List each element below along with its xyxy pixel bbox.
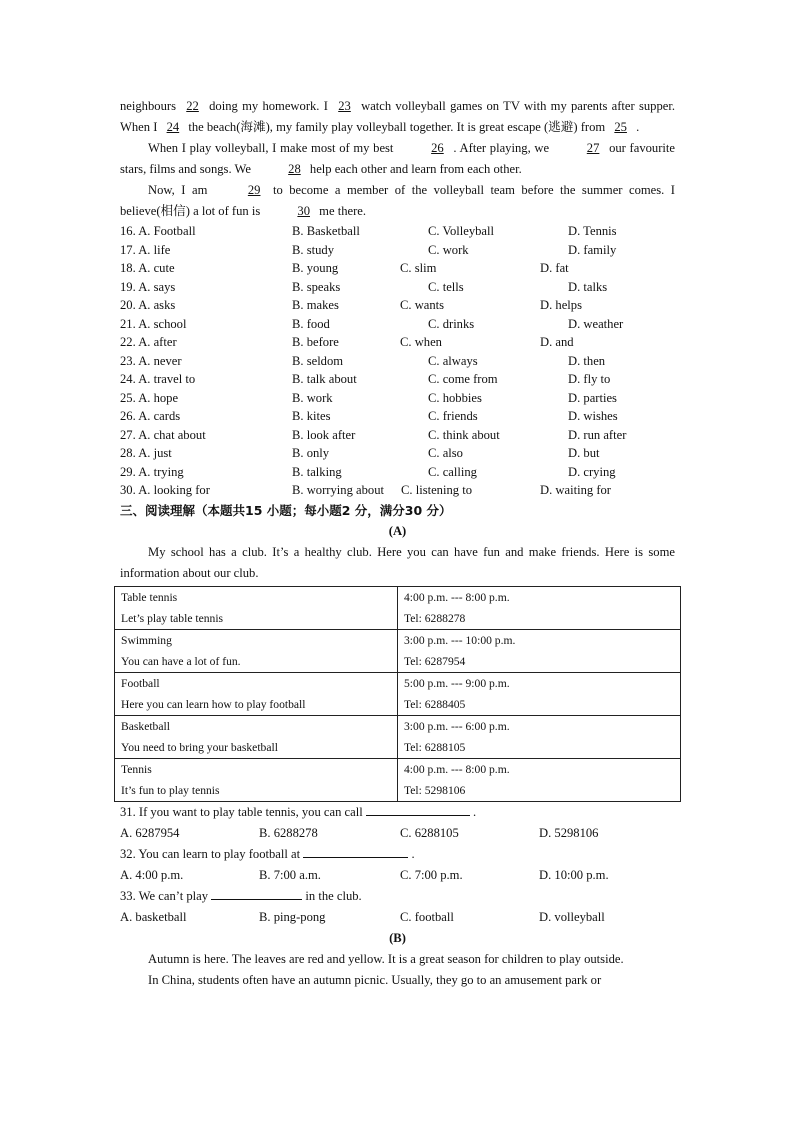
- club-table: [114, 586, 681, 802]
- option-b: B. only: [292, 446, 330, 460]
- option-c: C. slim: [400, 261, 437, 275]
- option-a: 21. A. school: [120, 316, 187, 331]
- option-b: B. kites: [292, 409, 331, 423]
- option-b: B. Basketball: [292, 224, 360, 238]
- passage-b-paragraph-1: Autumn is here. The leaves are red and yellow. It is a great season for children to play outside.: [148, 951, 624, 966]
- club-activity-cell: [115, 672, 398, 715]
- option-a: 20. A. asks: [120, 298, 176, 312]
- question-option-c: C. 7:00 p.m.: [400, 867, 463, 882]
- option-a: 23. A. never: [120, 353, 182, 368]
- option-a: 29. A. trying: [120, 464, 184, 479]
- question-end: .: [411, 846, 415, 861]
- option-c: C. tells: [428, 279, 464, 294]
- worksheet-page: [120, 96, 675, 991]
- question-option-a: A. 6287954: [120, 825, 180, 840]
- option-c: C. hobbies: [428, 390, 482, 405]
- option-b: B. speaks: [292, 279, 341, 294]
- option-a: 18. A. cute: [120, 261, 175, 275]
- option-row: [120, 426, 675, 445]
- option-d: D. Tennis: [568, 224, 617, 238]
- question-options: [120, 823, 675, 844]
- option-a: 24. A. travel to: [120, 372, 196, 386]
- activity-time: 3:00 p.m. --- 10:00 p.m.: [404, 633, 516, 647]
- club-time-cell: [398, 715, 681, 758]
- option-c: C. when: [400, 335, 442, 349]
- table-row: [115, 672, 681, 715]
- option-row: [120, 259, 675, 278]
- answer-blank: [303, 844, 408, 858]
- table-row: [115, 629, 681, 672]
- question-option-c: C. football: [400, 909, 454, 924]
- text: .: [636, 120, 640, 134]
- blank-24: 24: [166, 120, 180, 134]
- passage-a-label: (A): [388, 523, 407, 538]
- option-b: B. work: [292, 390, 333, 405]
- activity-tel: Tel: 6288278: [404, 611, 466, 625]
- option-c: C. friends: [428, 409, 478, 423]
- option-a: 28. A. just: [120, 446, 172, 460]
- activity-desc: It’s fun to play tennis: [121, 783, 220, 797]
- activity-tel: Tel: 6287954: [404, 654, 466, 668]
- text: . After playing, we: [453, 141, 550, 155]
- option-c: C. always: [428, 353, 478, 368]
- question-option-b: B. 6288278: [259, 825, 318, 840]
- club-time-cell: [398, 672, 681, 715]
- option-a: 27. A. chat about: [120, 427, 206, 442]
- activity-tel: Tel: 5298106: [404, 783, 466, 797]
- question-stem: [120, 886, 675, 907]
- passage-b-paragraph-2: In China, students often have an autumn picnic. Usually, they go to an amusement park or: [148, 972, 602, 987]
- activity-name: Swimming: [121, 633, 172, 647]
- option-d: D. parties: [568, 390, 617, 405]
- option-c: C. drinks: [428, 316, 475, 331]
- option-d: D. fly to: [568, 372, 611, 386]
- option-row: [120, 278, 675, 297]
- option-b: B. talking: [292, 464, 342, 479]
- text: When I play volleyball, I make most of my best: [148, 141, 394, 155]
- question-option-d: D. 5298106: [539, 825, 599, 840]
- blank-23: 23: [338, 99, 351, 113]
- activity-time: 5:00 p.m. --- 9:00 p.m.: [404, 676, 510, 690]
- option-b: B. study: [292, 242, 334, 257]
- question-option-b: B. 7:00 a.m.: [259, 867, 321, 882]
- option-row: [120, 352, 675, 371]
- option-row: [120, 407, 675, 426]
- question-stem: [120, 844, 675, 865]
- blank-27: 27: [586, 141, 600, 155]
- option-a: 17. A. life: [120, 242, 171, 257]
- question-options: [120, 907, 675, 928]
- question-text: 33. We can’t play: [120, 888, 209, 903]
- option-a: 30. A. looking for: [120, 483, 210, 497]
- option-row: [120, 333, 675, 352]
- option-row: [120, 463, 675, 482]
- option-d: D. talks: [568, 279, 608, 294]
- option-c: C. come from: [428, 372, 498, 386]
- text: Now, I am: [148, 183, 208, 197]
- club-time-cell: [398, 758, 681, 801]
- option-a: 22. A. after: [120, 335, 177, 349]
- blank-29: 29: [247, 183, 261, 197]
- activity-desc: You need to bring your basketball: [121, 740, 278, 754]
- option-row: [120, 481, 675, 500]
- option-b: B. food: [292, 316, 330, 331]
- text: me there.: [319, 204, 367, 218]
- question-option-a: A. 4:00 p.m.: [120, 867, 184, 882]
- option-d: D. run after: [568, 427, 627, 442]
- blank-25: 25: [614, 120, 627, 134]
- text: doing my homework. I: [209, 99, 328, 113]
- activity-desc: Here you can learn how to play football: [121, 697, 306, 711]
- activity-time: 3:00 p.m. --- 6:00 p.m.: [404, 719, 510, 733]
- club-activity-cell: [115, 586, 398, 629]
- option-c: C. wants: [400, 298, 445, 312]
- blank-22: 22: [186, 99, 199, 113]
- option-b: B. seldom: [292, 353, 344, 368]
- option-b: B. worrying about: [292, 483, 384, 497]
- option-row: [120, 241, 675, 260]
- option-d: D. waiting for: [540, 483, 611, 497]
- option-d: D. helps: [540, 298, 582, 312]
- blank-26: 26: [431, 141, 444, 155]
- option-c: C. also: [428, 446, 463, 460]
- option-d: D. but: [568, 446, 600, 460]
- activity-time: 4:00 p.m. --- 8:00 p.m.: [404, 762, 510, 776]
- option-b: B. talk about: [292, 372, 357, 386]
- option-c: C. think about: [428, 427, 500, 442]
- option-d: D. then: [568, 353, 606, 368]
- option-row: [120, 296, 675, 315]
- passage-b-label: (B): [389, 930, 406, 945]
- club-activity-cell: [115, 758, 398, 801]
- blank-28: 28: [288, 162, 301, 176]
- passage-a-intro: My school has a club. It’s a healthy club. Here you can have fun and make friends. Here is some information about our club.: [120, 544, 675, 580]
- option-b: B. look after: [292, 427, 356, 442]
- text: help each other and learn from each other.: [309, 162, 522, 176]
- cloze-options: [120, 222, 675, 500]
- text: the beach(海滩), my family play volleyball together. It is great escape (逃避) from: [188, 120, 606, 134]
- option-a: 16. A. Football: [120, 224, 196, 238]
- cloze-paragraph-2: [120, 138, 675, 180]
- activity-name: Basketball: [121, 719, 170, 733]
- option-b: B. makes: [292, 298, 339, 312]
- activity-name: Table tennis: [121, 590, 178, 604]
- table-row: [115, 715, 681, 758]
- option-a: 26. A. cards: [120, 409, 181, 423]
- text: watch volleyball games on TV with my parents after supper. When I: [120, 99, 676, 134]
- option-d: D. crying: [568, 464, 616, 479]
- table-row: [115, 758, 681, 801]
- option-c: C. work: [428, 242, 469, 257]
- cloze-paragraph-1: [120, 96, 675, 138]
- table-row: [115, 586, 681, 629]
- club-time-cell: [398, 629, 681, 672]
- question-options: [120, 865, 675, 886]
- question-end: in the club.: [305, 888, 362, 903]
- question-option-a: A. basketball: [120, 909, 187, 924]
- question-option-d: D. 10:00 p.m.: [539, 867, 609, 882]
- club-time-cell: [398, 586, 681, 629]
- text: neighbours: [120, 99, 176, 113]
- activity-desc: Let’s play table tennis: [121, 611, 224, 625]
- question-option-c: C. 6288105: [400, 825, 459, 840]
- question-text: 31. If you want to play table tennis, you can call: [120, 804, 363, 819]
- activity-time: 4:00 p.m. --- 8:00 p.m.: [404, 590, 510, 604]
- section-title: 三、阅读理解（本题共15 小题；每小题2 分，满分30 分）: [120, 502, 452, 518]
- question-end: .: [473, 804, 477, 819]
- option-c: C. calling: [428, 464, 477, 479]
- text: our favourite stars, films and songs. We: [120, 141, 675, 176]
- option-c: C. listening to: [401, 483, 473, 497]
- question-text: 32. You can learn to play football at: [120, 846, 301, 861]
- club-activity-cell: [115, 715, 398, 758]
- question-option-d: D. volleyball: [539, 909, 605, 924]
- option-d: D. wishes: [568, 409, 618, 423]
- option-row: [120, 370, 675, 389]
- activity-desc: You can have a lot of fun.: [121, 654, 241, 668]
- text: to become a member of the volleyball team before the summer comes. I believe(相信) a lot of fun is: [120, 183, 675, 218]
- activity-tel: Tel: 6288405: [404, 697, 466, 711]
- questions-a: [120, 802, 675, 928]
- activity-name: Football: [121, 676, 160, 690]
- option-row: [120, 315, 675, 334]
- option-c: C. Volleyball: [428, 224, 495, 238]
- option-d: D. and: [540, 335, 574, 349]
- question-stem: [120, 802, 675, 823]
- blank-30: 30: [297, 204, 310, 218]
- club-activity-cell: [115, 629, 398, 672]
- answer-blank: [211, 886, 302, 900]
- activity-tel: Tel: 6288105: [404, 740, 466, 754]
- option-a: 25. A. hope: [120, 390, 179, 405]
- option-d: D. family: [568, 242, 617, 257]
- question-option-b: B. ping-pong: [259, 909, 326, 924]
- option-b: B. before: [292, 335, 339, 349]
- option-row: [120, 389, 675, 408]
- answer-blank: [366, 802, 470, 816]
- option-row: [120, 222, 675, 241]
- option-a: 19. A. says: [120, 279, 176, 294]
- option-d: D. fat: [540, 261, 569, 275]
- option-d: D. weather: [568, 316, 624, 331]
- cloze-paragraph-3: [120, 180, 675, 222]
- option-row: [120, 444, 675, 463]
- option-b: B. young: [292, 261, 339, 275]
- activity-name: Tennis: [121, 762, 152, 776]
